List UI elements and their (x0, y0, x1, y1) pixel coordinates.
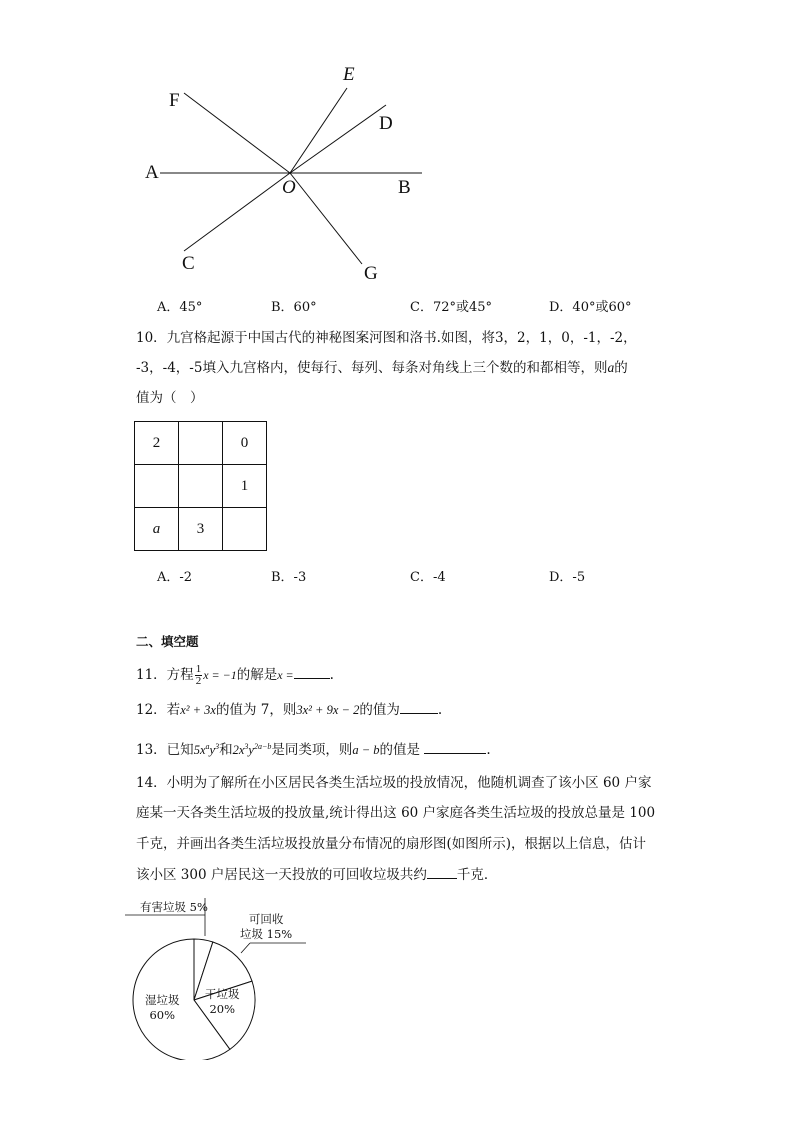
q10-line2 (136, 358, 628, 378)
q10-line1: 10．九宫格起源于中国古代的神秘图案河图和洛书.如图，将3，2，1，0，-1，-2， (136, 330, 637, 346)
ray-of (184, 93, 290, 173)
ray-oc (184, 173, 290, 251)
waste-pie-chart (0, 880, 794, 1060)
grid-cell: 0 (223, 422, 267, 465)
q12-expr2: 3x² + 9x − 2 (296, 703, 360, 717)
q12-answer-blank[interactable] (400, 701, 438, 714)
q13-answer-blank[interactable] (424, 741, 486, 754)
label-e: E (343, 64, 355, 85)
q10-line3: 值为（ ） (136, 390, 204, 406)
q14-line2: 庭某一天各类生活垃圾的投放量,统计得出这 60 户家庭各类生活垃圾的投放总量是 100 (136, 805, 656, 821)
q10-choice-a[interactable]: A．-2 (157, 570, 193, 585)
grid-cell: 2 (135, 422, 179, 465)
grid-cell (223, 508, 267, 551)
ray-od (290, 105, 386, 173)
q13-after: 的值是 (379, 742, 421, 759)
ray-og (290, 173, 362, 264)
q11-prefix: 11．方程 (136, 667, 194, 683)
q14-answer-blank[interactable] (427, 866, 457, 879)
pie-label-wet-line2: 60% (149, 1008, 176, 1022)
q10-line2-text: -3，-4，-5填入九宫格内，使每行、每列、每条对角线上三个数的和都相等，则 (136, 360, 608, 376)
q13-end: . (486, 742, 491, 759)
label-g: G (364, 263, 378, 284)
section-title: 二、填空题 (136, 634, 199, 649)
grid-cell: 3 (179, 508, 223, 551)
q13 (136, 737, 491, 760)
q10-choices (157, 566, 717, 586)
label-o: O (282, 177, 296, 198)
pie-label-wet (145, 993, 180, 1023)
q13-mid: 是同类项，则 (271, 742, 353, 759)
q13-term1: $5x^ay^3$ (193, 742, 220, 758)
q11-equation: x = −1 (203, 668, 237, 682)
label-f: F (169, 90, 180, 111)
q12-after: 的值为 (359, 702, 400, 718)
q9-choice-b[interactable]: B．60° (271, 300, 317, 315)
q13-prefix: 13．已知 (136, 742, 194, 759)
leader-line-recyclable (241, 943, 250, 953)
angle-diagram (0, 0, 794, 300)
label-a: A (145, 162, 159, 183)
magic-square-grid (134, 421, 267, 551)
q10-var-a: a (607, 360, 615, 375)
q9-choice-c[interactable]: C．72°或45° (410, 300, 493, 315)
label-d: D (379, 113, 393, 134)
pie-label-dry-line1: 干垃圾 (205, 987, 240, 1001)
q12-expr1: x² + 3x (180, 703, 216, 717)
q10-choice-b[interactable]: B．-3 (271, 570, 307, 585)
grid-cell (179, 422, 223, 465)
q14-line4-text: 该小区 300 户居民这一天投放的可回收垃圾共约 (136, 867, 427, 883)
pie-label-wet-line1: 湿垃圾 (145, 993, 180, 1007)
q11-fraction (195, 664, 203, 687)
ray-oe (290, 88, 347, 173)
q10-choice-d[interactable]: D．-5 (549, 570, 586, 585)
pie-label-recyclable (240, 912, 292, 942)
pie-label-dry (205, 987, 240, 1017)
q9-choice-d[interactable]: D．40°或60° (549, 300, 632, 315)
q11-end: . (329, 667, 334, 683)
q11-mid: 的解是 (236, 667, 278, 683)
label-c: C (182, 253, 195, 274)
grid-cell: 1 (223, 465, 267, 508)
q10-choice-c[interactable]: C．-4 (410, 570, 446, 585)
q12-prefix: 12．若 (136, 702, 181, 718)
q11-frac-num: 1 (195, 663, 202, 675)
pie-label-dry-line2: 20% (209, 1002, 236, 1016)
q14-line1: 14．小明为了解所在小区居民各类生活垃圾的投放情况，他随机调查了该小区 60 户家 (136, 775, 652, 791)
q11-frac-den: 2 (195, 675, 202, 687)
grid-cell (135, 465, 179, 508)
q12 (136, 700, 442, 720)
pie-label-hazardous: 有害垃圾 5% (140, 900, 208, 914)
q14-line4-end: 千克． (456, 867, 498, 883)
label-b: B (398, 177, 411, 198)
q11-answer-blank[interactable] (294, 666, 330, 679)
grid-cell (179, 465, 223, 508)
pie-label-recyclable-line1: 可回收 (248, 912, 284, 926)
q13-term2: $2x^3y^{2a-b}$ (232, 742, 272, 758)
q13-and: 和 (219, 742, 233, 759)
q13-expr: a − b (352, 743, 380, 758)
q12-end: . (437, 702, 443, 718)
grid-cell-var: a (135, 508, 179, 551)
q9-choice-a[interactable]: A．45° (157, 300, 203, 315)
q11 (136, 662, 334, 688)
q9-choices (157, 296, 717, 316)
q10-line2-end: 的 (614, 360, 628, 376)
pie-label-recyclable-line2: 垃圾 15% (240, 927, 293, 941)
q12-mid: 的值为 7，则 (215, 702, 297, 718)
q11-var: x = (277, 668, 294, 682)
q14-line3: 千克，并画出各类生活垃圾投放量分布情况的扇形图(如图所示)，根据以上信息，估计 (136, 836, 647, 852)
